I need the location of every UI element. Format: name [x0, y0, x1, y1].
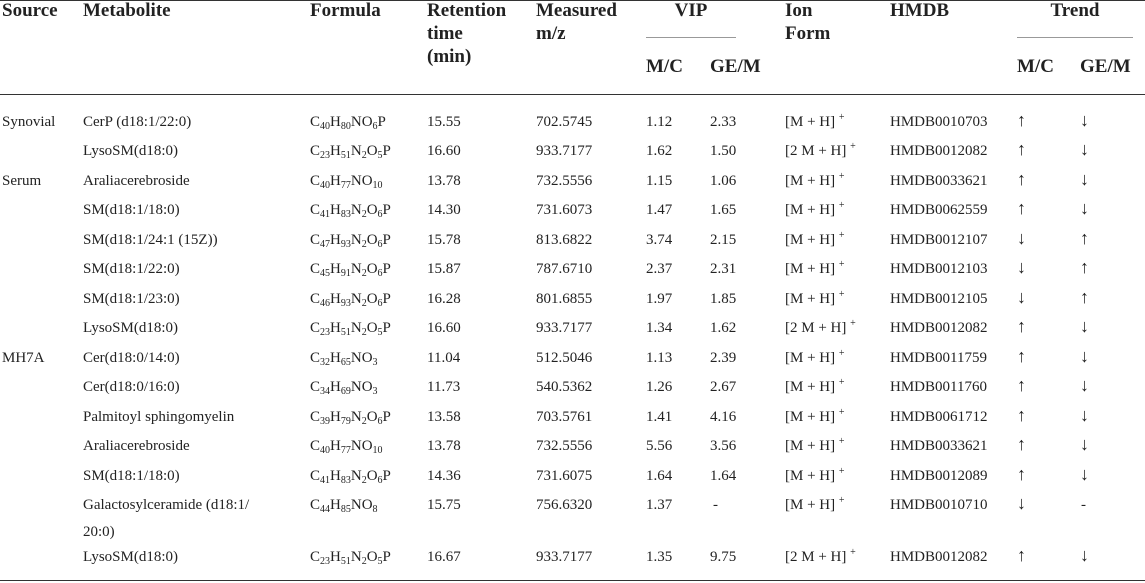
vip-gem: 3.56: [710, 438, 737, 454]
metabolite-name: Cer(d18:0/16:0): [83, 379, 180, 395]
arrow-down-icon: ↓: [1080, 198, 1089, 218]
metabolite-name: SM(d18:1/24:1 (15Z)): [83, 232, 218, 248]
hmdb-id: HMDB0010710: [890, 497, 988, 513]
arrow-up-icon: ↑: [1017, 198, 1026, 218]
ion-form: [M + H] +: [785, 200, 845, 218]
metabolite-name: LysoSM(d18:0): [83, 549, 179, 565]
arrow-up-icon: ↑: [1017, 316, 1026, 336]
retention-time: 16.60: [427, 143, 461, 159]
header-trend: Trend: [1050, 0, 1100, 21]
retention-time: 11.04: [427, 350, 461, 366]
formula: $C_{41}H_{83}N_2O_6P$: [310, 468, 391, 486]
header-retention-1: Retention: [427, 0, 507, 21]
ion-form: [M + H] +: [785, 495, 845, 513]
vip-mc: 1.12: [646, 114, 673, 130]
hmdb-id: HMDB0012082: [890, 320, 988, 336]
metabolite-name-cont: 20:0): [83, 524, 115, 540]
formula: $C_{41}H_{83}N_2O_6P$: [310, 202, 391, 220]
formula: $C_{23}H_{51}N_2O_5P$: [310, 143, 391, 161]
metabolite-name: SM(d18:1/18:0): [83, 468, 180, 484]
hmdb-id: HMDB0012107: [890, 232, 988, 248]
source-label: MH7A: [2, 350, 45, 366]
vip-mc: 1.13: [646, 350, 673, 366]
ion-form: [2 M + H] +: [785, 141, 856, 159]
formula: $C_{32}H_{65}NO_3$: [310, 350, 378, 368]
metabolite-name: LysoSM(d18:0): [83, 143, 179, 159]
vip-gem: 1.62: [710, 320, 737, 336]
arrow-down-icon: ↓: [1080, 464, 1089, 484]
vip-gem: 4.16: [710, 409, 737, 425]
arrow-down-icon: ↓: [1080, 169, 1089, 189]
formula: $C_{47}H_{93}N_2O_6P$: [310, 232, 391, 250]
ion-form: [M + H] +: [785, 377, 845, 395]
retention-time: 14.36: [427, 468, 461, 484]
header-source: Source: [2, 0, 58, 21]
arrow-up-icon: ↑: [1080, 257, 1089, 277]
measured-mz: 813.6822: [536, 232, 593, 248]
header-rule: [0, 94, 1145, 95]
arrow-down-icon: ↓: [1017, 257, 1026, 277]
arrow-up-icon: ↑: [1017, 110, 1026, 130]
vip-subrule: [646, 37, 736, 38]
vip-mc: 1.37: [646, 497, 673, 513]
vip-gem: 2.39: [710, 350, 737, 366]
ion-form: [M + H] +: [785, 407, 845, 425]
ion-form: [2 M + H] +: [785, 547, 856, 565]
source-label: Serum: [2, 173, 42, 189]
measured-mz: 732.5556: [536, 173, 593, 189]
ion-form: [M + H] +: [785, 259, 845, 277]
ion-form: [M + H] +: [785, 466, 845, 484]
arrow-down-icon: ↓: [1080, 434, 1089, 454]
vip-mc: 1.35: [646, 549, 673, 565]
vip-mc: 1.15: [646, 173, 673, 189]
arrow-down-icon: ↓: [1080, 110, 1089, 130]
formula: $C_{44}H_{85}NO_8$: [310, 497, 378, 515]
hmdb-id: HMDB0033621: [890, 173, 988, 189]
ion-form: [M + H] +: [785, 171, 845, 189]
hmdb-id: HMDB0062559: [890, 202, 988, 218]
vip-mc: 5.56: [646, 438, 673, 454]
hmdb-id: HMDB0011759: [890, 350, 987, 366]
vip-gem: 1.85: [710, 291, 737, 307]
vip-mc: 3.74: [646, 232, 673, 248]
measured-mz: 787.6710: [536, 261, 593, 277]
metabolite-name: Araliacerebroside: [83, 438, 190, 454]
header-ion-1: Ion: [785, 0, 813, 21]
measured-mz: 756.6320: [536, 497, 593, 513]
retention-time: 13.78: [427, 173, 461, 189]
retention-time: 15.78: [427, 232, 461, 248]
hmdb-id: HMDB0012089: [890, 468, 988, 484]
metabolite-name: SM(d18:1/23:0): [83, 291, 180, 307]
hmdb-id: HMDB0012082: [890, 549, 988, 565]
arrow-up-icon: ↑: [1017, 545, 1026, 565]
ion-form: [M + H] +: [785, 289, 845, 307]
metabolite-name: Araliacerebroside: [83, 173, 190, 189]
vip-gem: 1.65: [710, 202, 737, 218]
measured-mz: 702.5745: [536, 114, 593, 130]
hmdb-id: HMDB0010703: [890, 114, 988, 130]
retention-time: 15.75: [427, 497, 461, 513]
measured-mz: 512.5046: [536, 350, 593, 366]
ion-form: [M + H] +: [785, 230, 845, 248]
vip-gem: 1.64: [710, 468, 737, 484]
formula: $C_{23}H_{51}N_2O_5P$: [310, 320, 391, 338]
retention-time: 13.78: [427, 438, 461, 454]
vip-gem: 1.50: [710, 143, 737, 159]
arrow-up-icon: ↑: [1017, 346, 1026, 366]
arrow-up-icon: ↑: [1017, 405, 1026, 425]
formula: $C_{45}H_{91}N_2O_6P$: [310, 261, 391, 279]
hmdb-id: HMDB0011760: [890, 379, 987, 395]
header-ion-2: Form: [785, 23, 831, 44]
arrow-down-icon: ↓: [1017, 287, 1026, 307]
bottom-rule: [0, 580, 1145, 581]
metabolite-name: SM(d18:1/22:0): [83, 261, 180, 277]
vip-gem: 2.33: [710, 114, 737, 130]
header-trend-mc: M/C: [1017, 56, 1054, 77]
measured-mz: 731.6073: [536, 202, 593, 218]
header-formula: Formula: [310, 0, 381, 21]
ion-form: [2 M + H] +: [785, 318, 856, 336]
arrow-up-icon: ↑: [1017, 375, 1026, 395]
header-retention-2: time: [427, 23, 463, 44]
measured-mz: 731.6075: [536, 468, 593, 484]
measured-mz: 933.7177: [536, 320, 593, 336]
arrow-up-icon: ↑: [1017, 169, 1026, 189]
metabolite-name: LysoSM(d18:0): [83, 320, 179, 336]
vip-gem: 2.31: [710, 261, 737, 277]
measured-mz: 732.5556: [536, 438, 593, 454]
arrow-down-icon: ↓: [1017, 493, 1026, 513]
arrow-up-icon: ↑: [1080, 287, 1089, 307]
vip-mc: 1.64: [646, 468, 673, 484]
arrow-down-icon: ↓: [1080, 346, 1089, 366]
formula: $C_{39}H_{79}N_2O_6P$: [310, 409, 391, 427]
measured-mz: 540.5362: [536, 379, 593, 395]
retention-time: 14.30: [427, 202, 461, 218]
formula: $C_{34}H_{69}NO_3$: [310, 379, 378, 397]
vip-mc: 1.47: [646, 202, 673, 218]
hmdb-id: HMDB0012082: [890, 143, 988, 159]
hmdb-id: HMDB0012105: [890, 291, 988, 307]
vip-mc: 1.97: [646, 291, 673, 307]
vip-mc: 1.62: [646, 143, 673, 159]
retention-time: 13.58: [427, 409, 461, 425]
header-vip-gem: GE/M: [710, 56, 761, 77]
header-trend-gem: GE/M: [1080, 56, 1131, 77]
measured-mz: 933.7177: [536, 143, 593, 159]
ion-form: [M + H] +: [785, 436, 845, 454]
retention-time: 11.73: [427, 379, 461, 395]
hmdb-id: HMDB0033621: [890, 438, 988, 454]
hmdb-id: HMDB0061712: [890, 409, 988, 425]
dash-mark: -: [1081, 497, 1086, 513]
vip-gem: 1.06: [710, 173, 737, 189]
arrow-up-icon: ↑: [1017, 139, 1026, 159]
retention-time: 15.87: [427, 261, 461, 277]
vip-gem: -: [713, 497, 718, 513]
ion-form: [M + H] +: [785, 112, 845, 130]
retention-time: 16.60: [427, 320, 461, 336]
metabolite-name: Cer(d18:0/14:0): [83, 350, 180, 366]
formula: $C_{46}H_{93}N_2O_6P$: [310, 291, 391, 309]
measured-mz: 703.5761: [536, 409, 593, 425]
formula: $C_{40}H_{77}NO_{10}$: [310, 438, 383, 456]
arrow-down-icon: ↓: [1080, 139, 1089, 159]
measured-mz: 933.7177: [536, 549, 593, 565]
retention-time: 16.28: [427, 291, 461, 307]
arrow-down-icon: ↓: [1017, 228, 1026, 248]
arrow-up-icon: ↑: [1017, 434, 1026, 454]
trend-subrule: [1017, 37, 1133, 38]
header-vip-mc: M/C: [646, 56, 683, 77]
arrow-down-icon: ↓: [1080, 405, 1089, 425]
retention-time: 16.67: [427, 549, 461, 565]
source-label: Synovial: [2, 114, 56, 130]
header-mz-2: m/z: [536, 23, 566, 44]
header-hmdb: HMDB: [890, 0, 950, 21]
arrow-up-icon: ↑: [1080, 228, 1089, 248]
header-vip: VIP: [674, 0, 708, 21]
formula: $C_{40}H_{80}NO_6P$: [310, 114, 386, 132]
formula: $C_{23}H_{51}N_2O_5P$: [310, 549, 391, 567]
header-retention-3: (min): [427, 46, 472, 67]
retention-time: 15.55: [427, 114, 461, 130]
header-mz-1: Measured: [536, 0, 617, 21]
arrow-down-icon: ↓: [1080, 375, 1089, 395]
metabolite-name: CerP (d18:1/22:0): [83, 114, 192, 130]
formula: $C_{40}H_{77}NO_{10}$: [310, 173, 383, 191]
vip-gem: 9.75: [710, 549, 737, 565]
vip-mc: 1.34: [646, 320, 673, 336]
arrow-up-icon: ↑: [1017, 464, 1026, 484]
hmdb-id: HMDB0012103: [890, 261, 988, 277]
arrow-down-icon: ↓: [1080, 545, 1089, 565]
vip-gem: 2.15: [710, 232, 737, 248]
vip-mc: 2.37: [646, 261, 673, 277]
ion-form: [M + H] +: [785, 348, 845, 366]
metabolite-name: SM(d18:1/18:0): [83, 202, 180, 218]
vip-mc: 1.26: [646, 379, 673, 395]
metabolite-name: Galactosylceramide (d18:1/: [83, 497, 250, 513]
vip-mc: 1.41: [646, 409, 673, 425]
header-metabolite: Metabolite: [83, 0, 171, 21]
metabolite-name: Palmitoyl sphingomyelin: [83, 409, 235, 425]
arrow-down-icon: ↓: [1080, 316, 1089, 336]
vip-gem: 2.67: [710, 379, 737, 395]
measured-mz: 801.6855: [536, 291, 593, 307]
